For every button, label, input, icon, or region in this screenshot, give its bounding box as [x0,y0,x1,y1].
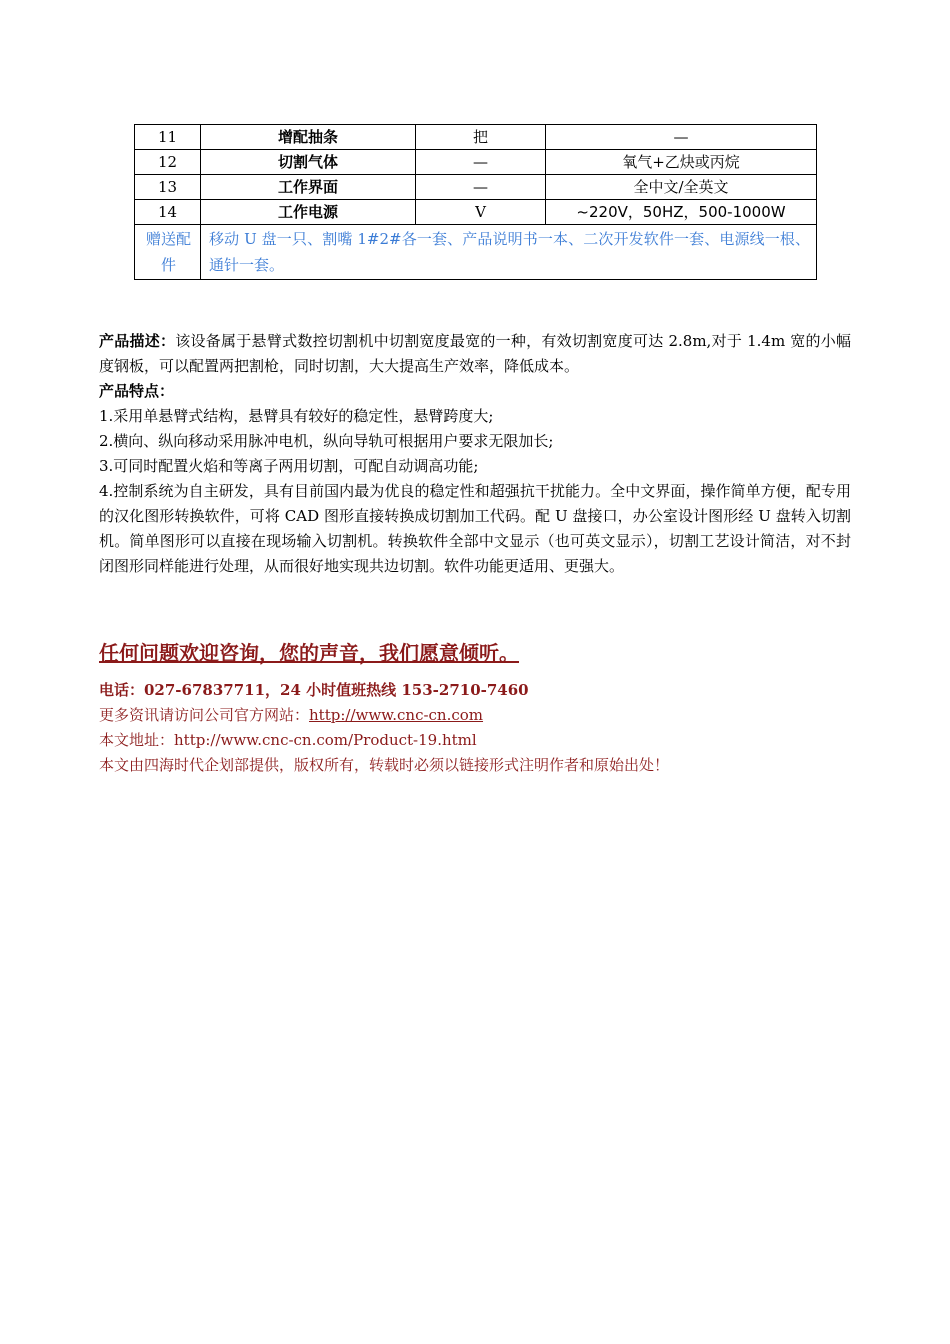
contact-section [99,638,859,778]
features-title: 产品特点： [99,382,175,400]
website-label: 更多资讯请访问公司官方网站： [99,706,310,724]
feature-item: 3.可同时配置火焰和等离子两用切割，可配自动调高功能; [99,457,479,475]
row-number: 11 [135,125,201,150]
row-value: 全中文/全英文 [546,175,817,200]
row-number: 13 [135,175,201,200]
row-unit: — [416,150,546,175]
features-title-line [99,379,851,404]
spec-table [134,124,817,280]
gift-label: 赠送配件 [135,225,201,280]
consult-slogan: 任何问题欢迎咨询，您的声音，我们愿意倾听。 [99,641,519,665]
website-line [99,703,859,728]
gift-row [135,225,817,280]
feature-item: 1.采用单悬臂式结构，悬臂具有较好的稳定性，悬臂跨度大; [99,407,494,425]
phone-line: 电话：027-67837711，24 小时值班热线 153-2710-7460 [99,681,529,699]
feature-item: 2.横向、纵向移动采用脉冲电机，纵向导轨可根据用户要求无限加长; [99,432,554,450]
row-number: 12 [135,150,201,175]
row-unit: — [416,175,546,200]
feature-item: 4.控制系统为自主研发，具有目前国内最为优良的稳定性和超强抗干扰能力。全中文界面，操作简单方便，配专用的汉化图形转换软件，可将 CAD 图形直接转换成切割加工代码。配 U 盘接口，办公室设计图形经 U 盘转入切割机。简单图形可以直接在现场输入切割机。转换软件全部中文显示（也可英文显示），切割工艺设计简洁，对不封闭图形同样能进行处理，从而很好地实现共边切割。软件功能更适用、更强大。 [99,482,851,575]
row-number: 14 [135,200,201,225]
table-row [135,200,817,225]
row-item-name: 工作界面 [201,175,416,200]
row-unit: V [416,200,546,225]
product-description [99,329,851,379]
address-url: http://www.cnc-cn.com/Product-19.html [174,731,477,749]
gift-text: 移动 U 盘一只、割嘴 1#2#各一套、产品说明书一本、二次开发软件一套、电源线一根、通针一套。 [201,225,817,280]
product-info [99,329,851,579]
address-label: 本文地址： [99,731,175,749]
row-item-name: 工作电源 [201,200,416,225]
row-value: 氧气+乙炔或丙烷 [546,150,817,175]
row-unit: 把 [416,125,546,150]
copyright-line: 本文由四海时代企划部提供，版权所有，转载时必须以链接形式注明作者和原始出处！ [99,756,670,774]
description-title: 产品描述： [99,332,176,350]
row-value: — [546,125,817,150]
table-row [135,175,817,200]
row-item-name: 切割气体 [201,150,416,175]
row-value: ~220V，50HZ，500-1000W [546,200,817,225]
website-link[interactable]: http://www.cnc-cn.com [309,706,484,724]
description-text: 该设备属于悬臂式数控切割机中切割宽度最宽的一种，有效切割宽度可达 2.8m,对于 1.4m 宽的小幅度钢板，可以配置两把割枪，同时切割，大大提高生产效率，降低成本。 [99,332,851,375]
table-row [135,150,817,175]
address-line [99,728,859,753]
table-row [135,125,817,150]
row-item-name: 增配抽条 [201,125,416,150]
